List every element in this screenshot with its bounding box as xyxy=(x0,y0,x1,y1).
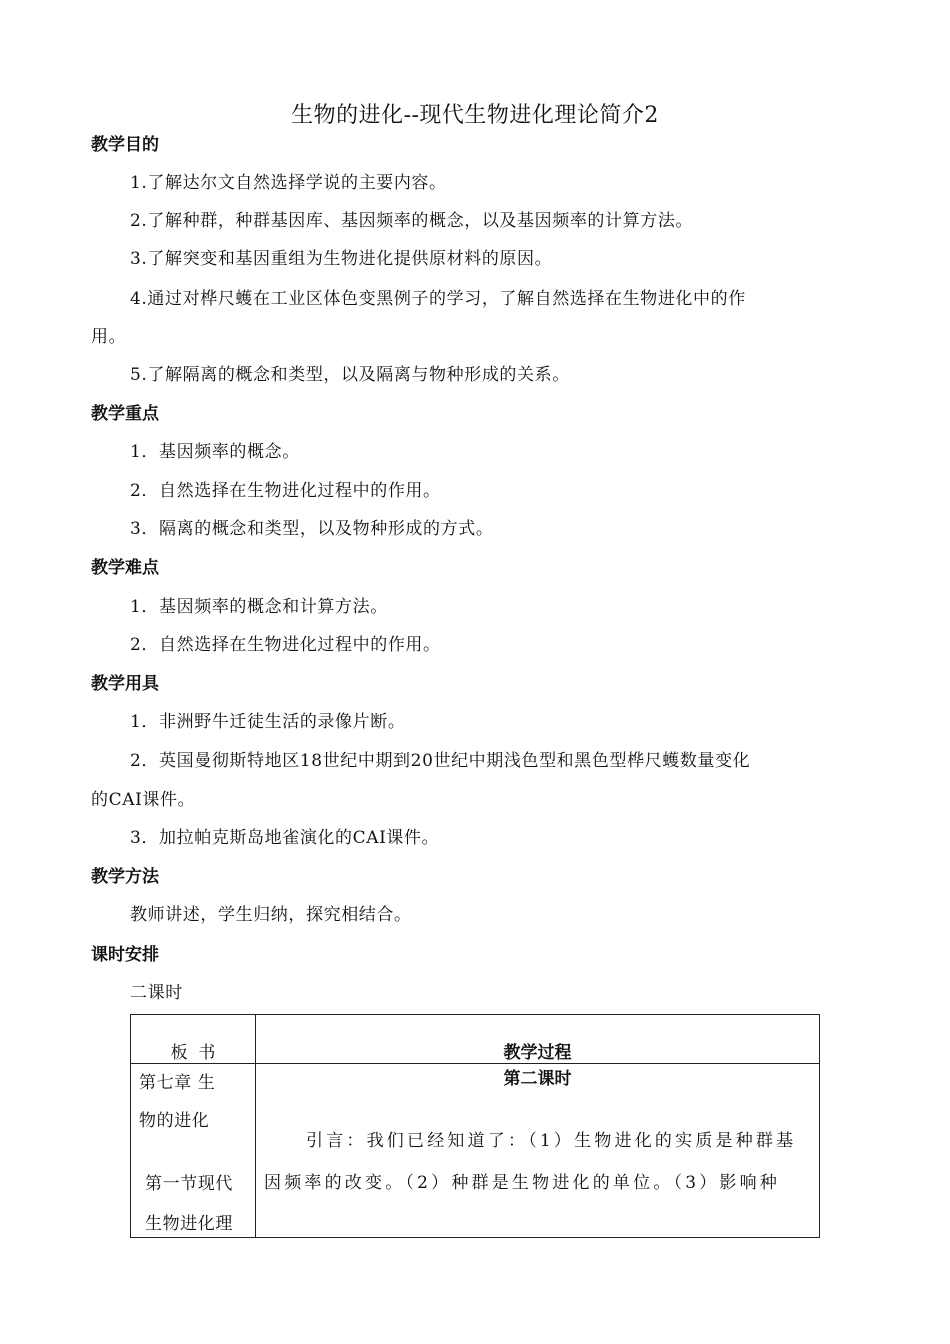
goal-item-4: 4.通过对桦尺蠖在工业区体色变黑例子的学习，了解自然选择在生物进化中的作 xyxy=(130,289,746,309)
board-cell xyxy=(131,1064,256,1238)
process-line-1: 引言：我们已经知道了：（1）生物进化的实质是种群基 xyxy=(306,1131,797,1151)
goal-item-4-cont: 用。 xyxy=(91,327,127,347)
key-point-3: 3．隔离的概念和类型，以及物种形成的方式。 xyxy=(130,519,494,539)
tool-2: 2．英国曼彻斯特地区18世纪中期到20世纪中期浅色型和黑色型桦尺蠖数量变化 xyxy=(130,751,751,771)
tool-3: 3．加拉帕克斯岛地雀演化的CAI课件。 xyxy=(130,828,440,848)
goal-item-5: 5.了解隔离的概念和类型，以及隔离与物种形成的关系。 xyxy=(130,365,570,385)
schedule-text: 二课时 xyxy=(130,983,183,1003)
heading-schedule: 课时安排 xyxy=(91,945,159,965)
process-column-header: 教学过程 xyxy=(256,1015,820,1064)
process-line-2: 因频率的改变。（2）种群是生物进化的单位。（3）影响种 xyxy=(264,1173,781,1193)
difficulty-2: 2．自然选择在生物进化过程中的作用。 xyxy=(130,635,441,655)
heading-methods: 教学方法 xyxy=(91,867,159,887)
board-line-1: 第七章 生 xyxy=(139,1073,216,1093)
board-line-4: 生物进化理 xyxy=(145,1214,233,1234)
heading-tools: 教学用具 xyxy=(91,674,159,694)
key-point-2: 2．自然选择在生物进化过程中的作用。 xyxy=(130,481,441,501)
method-text: 教师讲述，学生归纳，探究相结合。 xyxy=(130,905,412,925)
goal-item-3: 3.了解突变和基因重组为生物进化提供原材料的原因。 xyxy=(130,249,553,269)
lesson-plan-table xyxy=(130,1014,820,1238)
document-title: 生物的进化--现代生物进化理论简介2 xyxy=(291,103,659,128)
board-line-2: 物的进化 xyxy=(139,1111,210,1131)
lesson-title: 第二课时 xyxy=(503,1069,572,1089)
process-cell xyxy=(256,1064,820,1238)
heading-goals: 教学目的 xyxy=(91,135,159,155)
board-line-3: 第一节现代 xyxy=(145,1174,233,1194)
board-column-header: 板 书 xyxy=(131,1015,256,1064)
heading-key-points: 教学重点 xyxy=(91,404,159,424)
difficulty-1: 1．基因频率的概念和计算方法。 xyxy=(130,597,388,617)
goal-item-1: 1.了解达尔文自然选择学说的主要内容。 xyxy=(130,173,447,193)
goal-item-2: 2.了解种群，种群基因库、基因频率的概念，以及基因频率的计算方法。 xyxy=(130,211,694,231)
heading-difficulties: 教学难点 xyxy=(91,558,159,578)
tool-1: 1．非洲野牛迁徒生活的录像片断。 xyxy=(130,712,406,732)
key-point-1: 1．基因频率的概念。 xyxy=(130,442,300,462)
tool-2-cont: 的CAI课件。 xyxy=(91,790,196,810)
